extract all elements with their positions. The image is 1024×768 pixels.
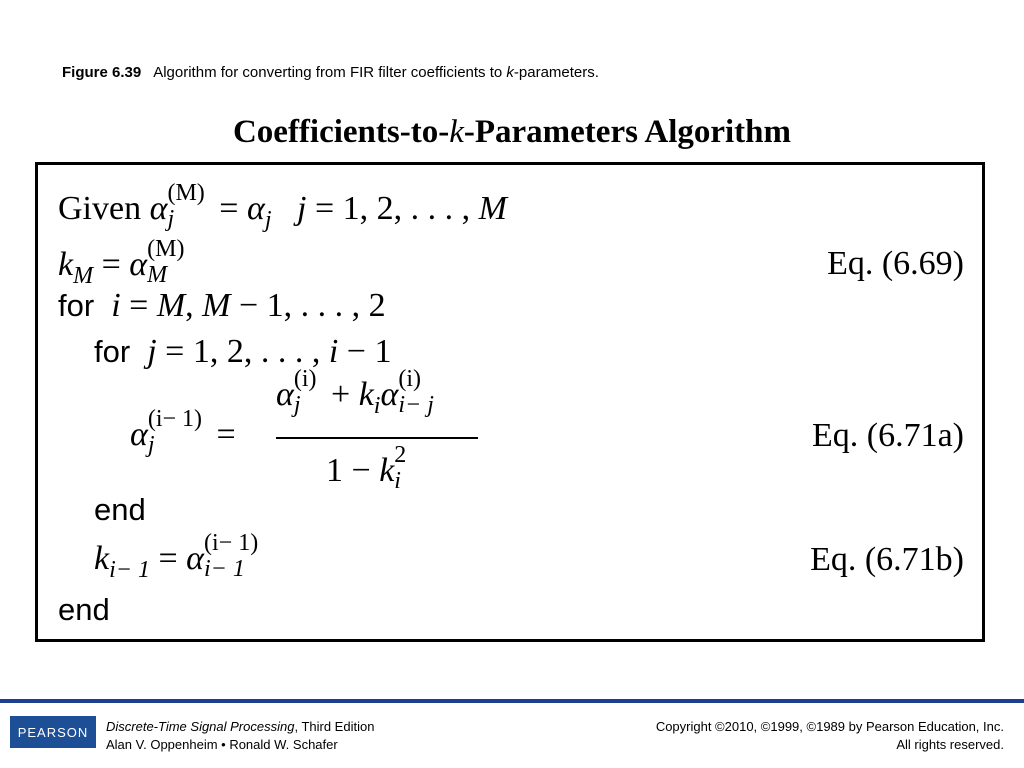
- fraction-denominator: [326, 442, 412, 497]
- range: 1, 2, . . . ,: [192, 333, 321, 370]
- k-indices: [394, 442, 407, 497]
- equals-sign-2: =: [314, 189, 335, 227]
- eq-ref-6-69: Eq. (6.69): [827, 245, 964, 282]
- superscript: (i− 1): [204, 530, 259, 556]
- equals-sign: =: [216, 415, 236, 453]
- algo-line-end-outer: [58, 593, 110, 627]
- M-symbol: M: [156, 287, 186, 324]
- equals-sign: =: [165, 333, 185, 370]
- plus-sign: +: [331, 375, 351, 413]
- index-i: i: [111, 287, 121, 324]
- superscript: 2: [394, 442, 407, 468]
- pearson-logo: PEARSON: [10, 716, 96, 748]
- k-symbol: k: [58, 245, 74, 283]
- caption-text: Algorithm for converting from FIR filter coefficients to: [153, 64, 507, 81]
- title-part2: -Parameters Algorithm: [463, 114, 792, 150]
- subscript: i− 1: [204, 556, 245, 582]
- book-edition: , Third Edition: [294, 719, 375, 734]
- given-keyword: Given: [58, 189, 142, 227]
- range: 1, 2, . . . ,: [342, 189, 471, 227]
- book-title: Discrete-Time Signal Processing: [106, 719, 295, 734]
- algo-line-for-i: [58, 289, 386, 323]
- alpha-symbol-2: α: [246, 189, 265, 227]
- title-k: k: [449, 114, 464, 150]
- algo-line-alpha-update: [130, 406, 236, 461]
- figure-label: Figure 6.39: [62, 64, 142, 81]
- for-keyword: for: [58, 288, 95, 323]
- for-keyword: for: [94, 334, 131, 369]
- subscript-2: j: [264, 206, 272, 233]
- superscript: (M): [147, 236, 185, 262]
- equals-sign: =: [219, 189, 239, 227]
- algo-line-k-update: [94, 530, 264, 585]
- superscript-2: (i): [398, 366, 421, 392]
- title-part1: Coefficients-to-: [232, 114, 450, 150]
- alpha-symbol: α: [186, 539, 205, 577]
- subscript: j: [293, 392, 301, 418]
- alpha-symbol: α: [129, 245, 148, 283]
- subscript: i: [394, 468, 401, 494]
- eq-ref-6-71a: Eq. (6.71a): [811, 417, 964, 454]
- alpha-indices: [204, 530, 259, 585]
- footer-rule: [0, 699, 1024, 703]
- algo-line-kM: [58, 236, 190, 291]
- one-minus: 1 −: [326, 451, 371, 489]
- superscript: (i− 1): [147, 406, 203, 432]
- alpha-indices-2: [398, 366, 434, 421]
- subscript-2: i− j: [398, 392, 434, 418]
- k-symbol: k: [379, 451, 395, 489]
- book-authors: Alan V. Oppenheim • Ronald W. Schafer: [106, 737, 338, 752]
- caption-text-after: -parameters.: [513, 64, 599, 81]
- k-subscript: i: [373, 392, 381, 419]
- alpha-symbol: α: [149, 189, 168, 227]
- equals-sign: =: [129, 287, 149, 324]
- alpha-indices: [167, 180, 205, 235]
- subscript: j: [147, 432, 155, 458]
- alpha-symbol: α: [276, 375, 294, 413]
- k-symbol: k: [94, 539, 110, 577]
- algo-line-given: [58, 180, 507, 235]
- alpha-indices: [293, 366, 317, 421]
- update-fraction: [276, 366, 486, 494]
- index-j: j: [147, 333, 157, 370]
- caption-italic: k: [506, 64, 514, 81]
- end-keyword: end: [58, 592, 110, 627]
- footer-book-info: [106, 718, 374, 754]
- footer-copyright: [656, 718, 1004, 754]
- alpha-indices: [147, 236, 185, 291]
- k-subscript: i− 1: [109, 556, 150, 583]
- equals-sign: =: [158, 539, 178, 577]
- M-symbol-2: M: [202, 287, 231, 324]
- figure-caption: [62, 64, 599, 81]
- end-keyword: end: [94, 492, 146, 527]
- k-subscript: M: [73, 262, 94, 289]
- comma: ,: [185, 287, 194, 324]
- range-rest: − 1: [346, 333, 392, 370]
- k-symbol: k: [358, 375, 374, 413]
- fraction-numerator: [276, 366, 440, 421]
- range-rest: − 1, . . . , 2: [238, 287, 386, 324]
- subscript: M: [147, 262, 168, 288]
- algorithm-box: [35, 162, 985, 642]
- algorithm-title: [0, 114, 1024, 151]
- superscript: (i): [293, 366, 317, 392]
- index-i: i: [328, 333, 339, 370]
- rights-text: All rights reserved.: [896, 737, 1004, 752]
- alpha-symbol-2: α: [380, 375, 399, 413]
- equals-sign: =: [101, 245, 121, 283]
- book-title-line: [106, 718, 374, 736]
- eq-ref-6-71b: Eq. (6.71b): [810, 541, 964, 578]
- fraction-bar: [276, 437, 478, 439]
- alpha-indices: [147, 406, 203, 461]
- alpha-symbol: α: [130, 415, 148, 453]
- upper-bound-M: M: [478, 189, 507, 227]
- copyright-text: Copyright ©2010, ©1999, ©1989 by Pearson Education, Inc.: [655, 719, 1004, 734]
- superscript: (M): [167, 180, 205, 206]
- index-j: j: [297, 189, 307, 227]
- algo-line-end-inner: [94, 493, 146, 527]
- subscript: j: [167, 206, 175, 232]
- algo-line-for-j: [94, 335, 391, 369]
